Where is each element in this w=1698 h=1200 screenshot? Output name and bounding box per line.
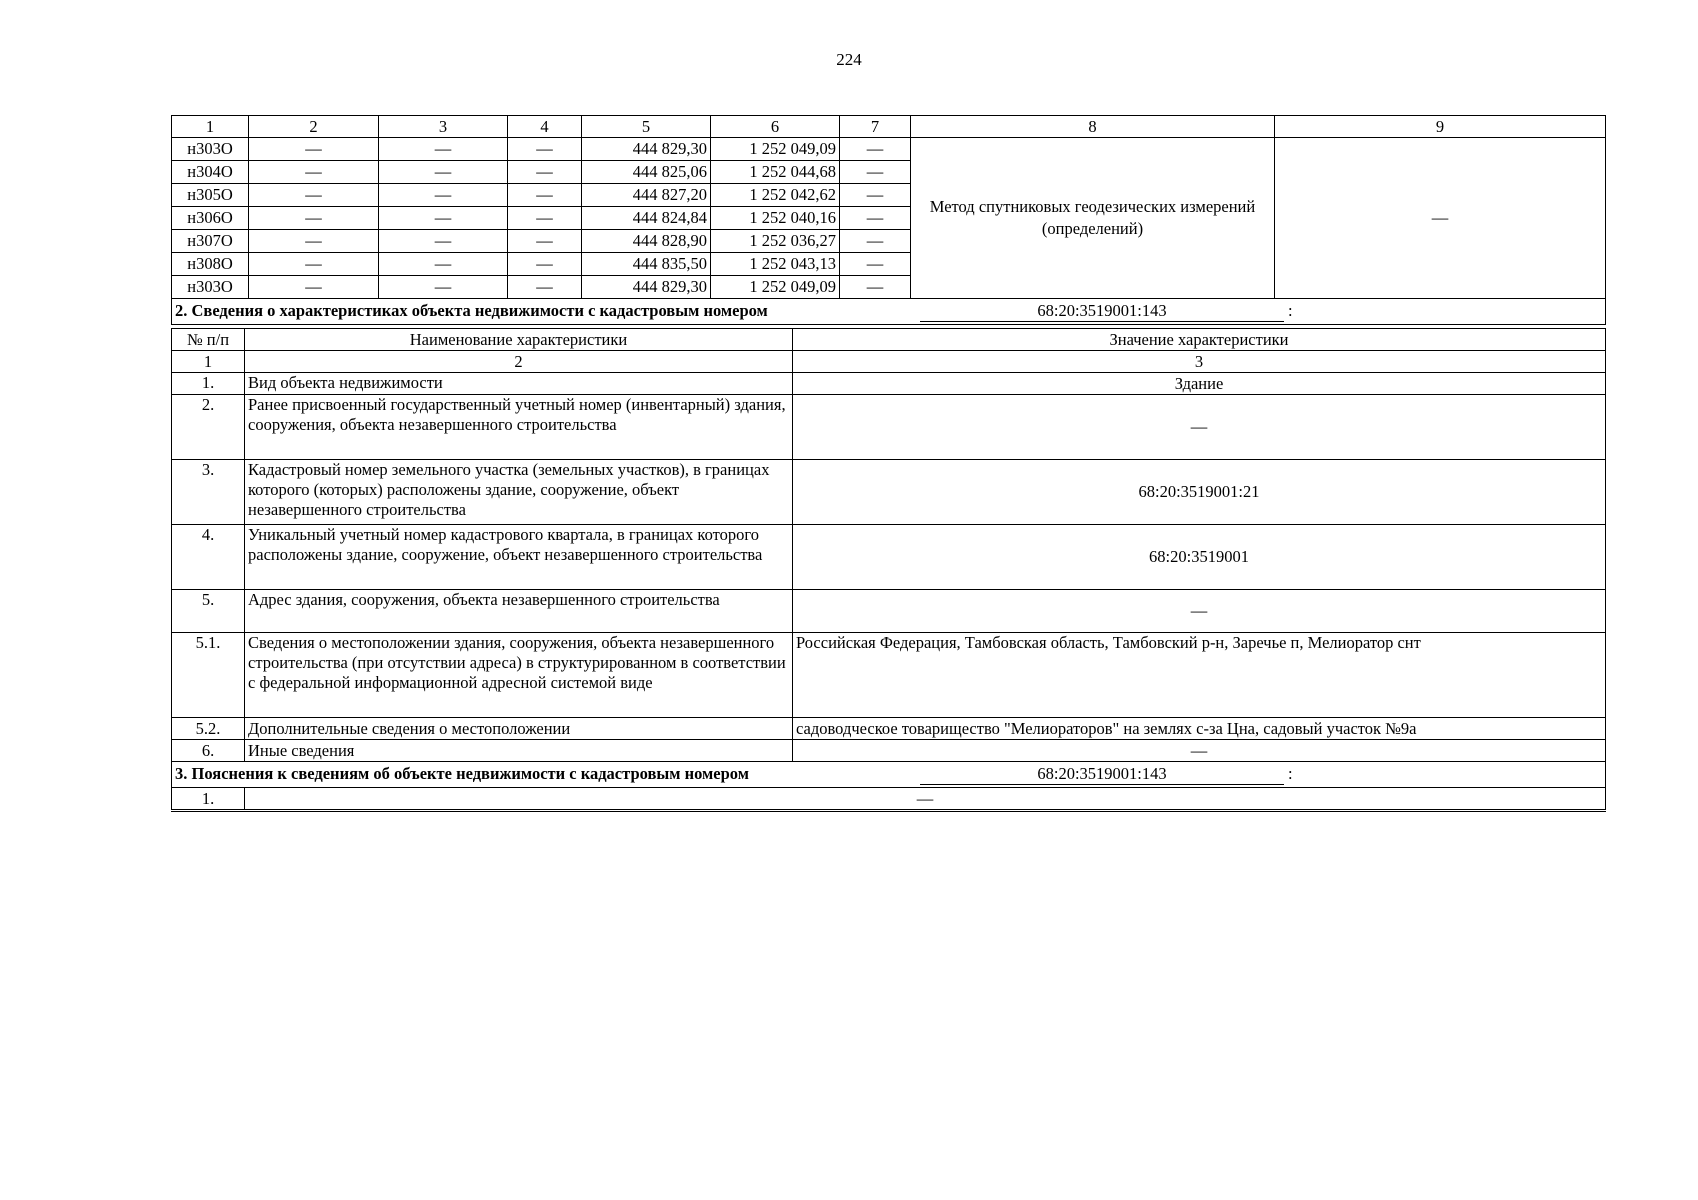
characteristic-value: 68:20:3519001 [793,525,1606,590]
section-2-header [172,299,1606,325]
row-number: 3. [172,460,245,525]
characteristic-value: садоводческое товарищество "Мелиораторов" на землях с-за Цна, садовый участок №9а [793,718,1606,740]
column-number: 5 [582,116,711,138]
column-number: 2 [245,351,793,373]
column-number: 3 [793,351,1606,373]
cell-value: — [840,276,911,299]
cell-value: — [249,161,379,184]
column-number: 4 [508,116,582,138]
section-3-title: 3. Пояснения к сведениям об объекте недвижимости с кадастровым номером [175,764,749,783]
point-name: н303О [172,138,249,161]
cell-value: — [508,253,582,276]
section-2-colon: : [1288,301,1293,320]
table-row [172,460,1606,525]
coordinate-y: 1 252 049,09 [711,138,840,161]
coordinate-x: 444 835,50 [582,253,711,276]
section-2-title: 2. Сведения о характеристиках объекта недвижимости с кадастровым номером [175,301,768,320]
table-row [172,373,1606,395]
page-number: 224 [836,50,862,69]
coordinate-x: 444 828,90 [582,230,711,253]
table-row [172,395,1606,460]
cell-value: — [840,161,911,184]
cell-value: — [379,276,508,299]
cell-value: — [379,138,508,161]
section-3-cadastral-number: 68:20:3519001:143 [920,764,1284,785]
coordinate-y: 1 252 044,68 [711,161,840,184]
section-3-colon: : [1288,764,1293,783]
characteristic-value: 68:20:3519001:21 [793,460,1606,525]
table-row [172,633,1606,718]
cell-value: — [840,207,911,230]
coordinate-x: 444 825,06 [582,161,711,184]
table-row [172,740,1606,762]
column-number: 1 [172,116,249,138]
cell-value: — [508,276,582,299]
cell-value: — [840,253,911,276]
characteristic-name: Сведения о местоположении здания, сооружения, объекта незавершенного строительства (при отсутствии адреса) в структурированном в соответствии с федеральной информационной адресной системой виде [245,633,793,718]
column-header-name: Наименование характеристики [245,329,793,351]
characteristic-value: — [793,740,1606,762]
cell-value: — [249,253,379,276]
cell-value: — [508,138,582,161]
coordinate-y: 1 252 049,09 [711,276,840,299]
section-3-header-row [172,762,1606,788]
row-number: 2. [172,395,245,460]
column-numbers-row [172,351,1606,373]
cell-value: — [379,207,508,230]
coordinate-x: 444 824,84 [582,207,711,230]
column-number: 7 [840,116,911,138]
row-number: 1. [172,788,245,811]
row-number: 5.1. [172,633,245,718]
cell-value: — [379,161,508,184]
characteristic-name: Адрес здания, сооружения, объекта незавершенного строительства [245,590,793,633]
section-2-header-row [172,299,1606,325]
section-3-header [172,762,1606,788]
table-row [172,788,1606,811]
characteristic-name: Уникальный учетный номер кадастрового квартала, в границах которого расположены здание, сооружение, объект незавершенного строительства [245,525,793,590]
row-number: 5.2. [172,718,245,740]
coordinates-table [171,115,1606,325]
characteristics-table [171,328,1606,812]
table-row [172,525,1606,590]
column-number: 6 [711,116,840,138]
cell-value: — [508,207,582,230]
characteristic-name: Вид объекта недвижимости [245,373,793,395]
row-number: 6. [172,740,245,762]
cell-value: — [379,184,508,207]
coordinate-x: 444 827,20 [582,184,711,207]
point-name: н305О [172,184,249,207]
cell-value: — [508,161,582,184]
row-number: 4. [172,525,245,590]
method-cell: Метод спутниковых геодезических измерений (определений) [911,138,1275,299]
characteristic-name: Дополнительные сведения о местоположении [245,718,793,740]
column-number: 8 [911,116,1275,138]
coordinates-header-row [172,116,1606,138]
cell-value: — [379,230,508,253]
table-row [172,590,1606,633]
characteristic-value: — [793,395,1606,460]
row-number: 1. [172,373,245,395]
coordinate-y: 1 252 043,13 [711,253,840,276]
table-row [172,718,1606,740]
cell-value: — [840,184,911,207]
explanation-value: — [245,788,1606,811]
point-name: н308О [172,253,249,276]
column-header-num: № п/п [172,329,245,351]
characteristic-name: Ранее присвоенный государственный учетный номер (инвентарный) здания, сооружения, объекта незавершенного строительства [245,395,793,460]
row-number: 5. [172,590,245,633]
cell-value: — [508,230,582,253]
cell-value: — [379,253,508,276]
column-header-value: Значение характеристики [793,329,1606,351]
table-row [172,138,1606,161]
coordinate-y: 1 252 036,27 [711,230,840,253]
coordinate-y: 1 252 040,16 [711,207,840,230]
coordinate-x: 444 829,30 [582,276,711,299]
characteristic-value: Российская Федерация, Тамбовская область, Тамбовский р-н, Заречье п, Мелиоратор снт [793,633,1606,718]
cell-value: — [840,138,911,161]
cell-value: — [249,276,379,299]
column-number: 2 [249,116,379,138]
point-name: н306О [172,207,249,230]
point-name: н304О [172,161,249,184]
characteristics-header-row [172,329,1606,351]
coordinate-x: 444 829,30 [582,138,711,161]
column-number: 1 [172,351,245,373]
column-number: 9 [1275,116,1606,138]
point-name: н307О [172,230,249,253]
column-number: 3 [379,116,508,138]
characteristic-name: Иные сведения [245,740,793,762]
cell-value: — [249,184,379,207]
cell-value: — [840,230,911,253]
cell-value: — [508,184,582,207]
section-2-cadastral-number: 68:20:3519001:143 [920,301,1284,322]
column-9-value: — [1275,138,1606,299]
characteristic-value: — [793,590,1606,633]
cell-value: — [249,207,379,230]
cell-value: — [249,138,379,161]
point-name: н303О [172,276,249,299]
characteristic-name: Кадастровый номер земельного участка (земельных участков), в границах которого (которых) расположены здание, сооружение, объект незавершенного строительства [245,460,793,525]
cell-value: — [249,230,379,253]
characteristic-value: Здание [793,373,1606,395]
coordinate-y: 1 252 042,62 [711,184,840,207]
